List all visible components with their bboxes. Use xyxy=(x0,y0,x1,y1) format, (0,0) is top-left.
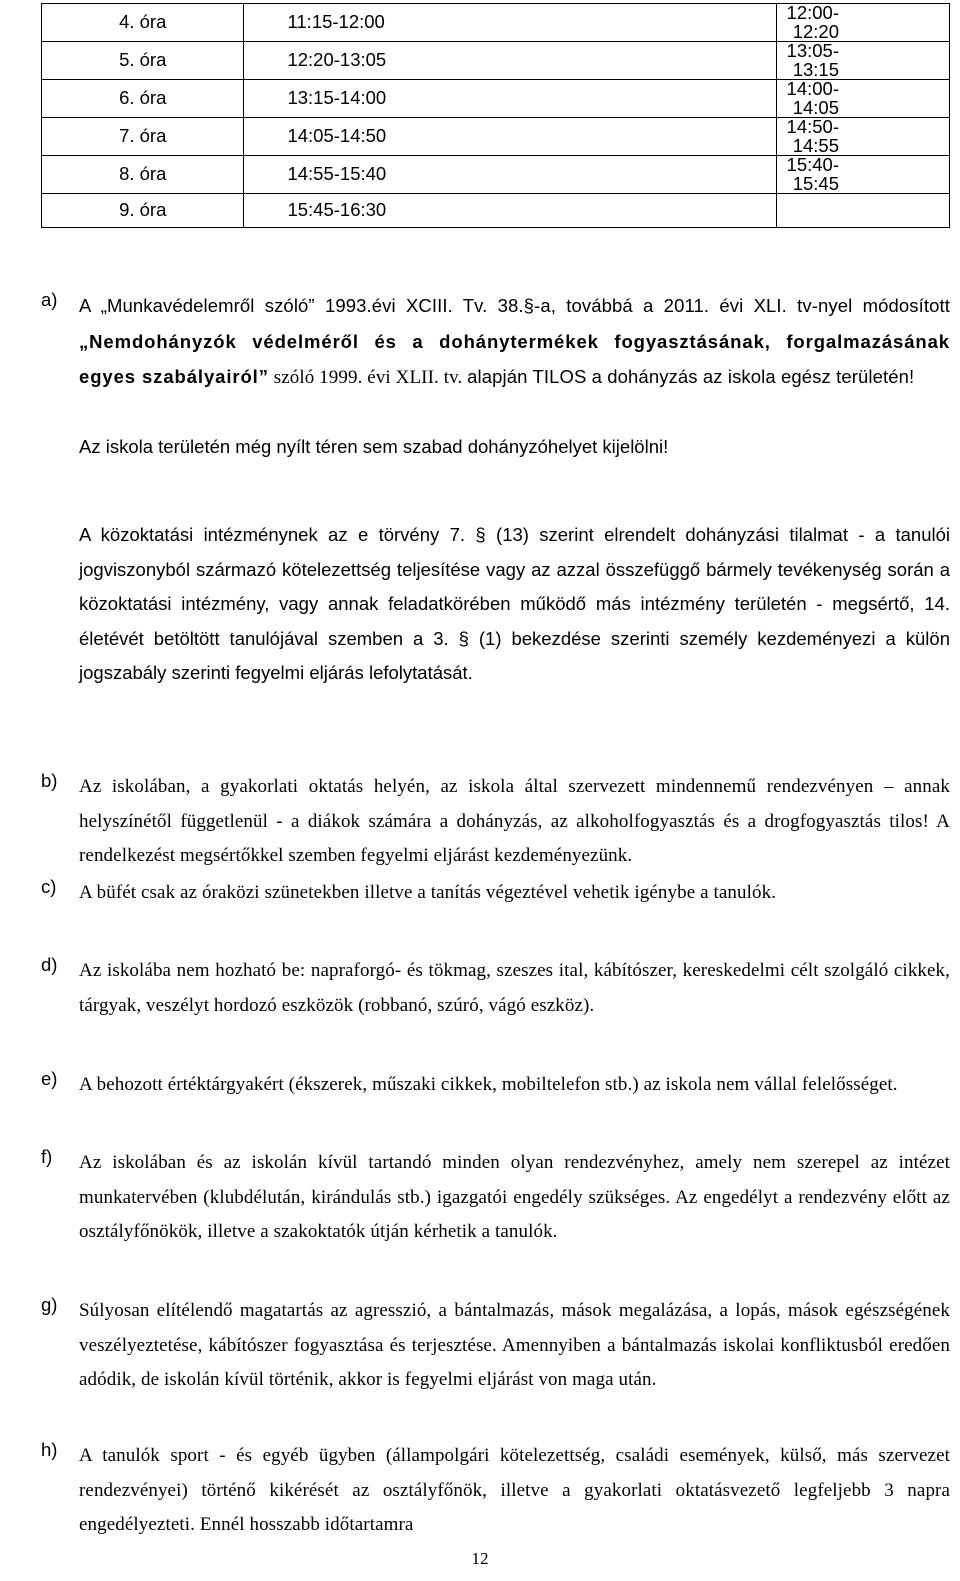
time-cell: 13:15-14:00 xyxy=(244,80,777,118)
table-row xyxy=(42,156,950,194)
item-text: A büfét csak az óraközi szünetekben illetve a tanítás végeztével vehetik igénybe a tanulók. xyxy=(79,882,777,903)
lesson-cell: 6. óra xyxy=(42,80,244,118)
item-label: g) xyxy=(41,1294,58,1315)
break-cell: 14:00-14:05 xyxy=(777,80,950,118)
break-cell: 14:50-14:55 xyxy=(777,118,950,156)
table-row xyxy=(42,42,950,80)
item-a-text-part3: alapján TILOS a dohányzás az iskola egész területén! xyxy=(467,366,915,387)
item-a-note: Az iskola területén még nyílt téren sem szabad dohányzóhelyet kijelölni! xyxy=(79,436,669,457)
item-a-text-part1: A „Munkavédelemről szóló” 1993.évi XCIII. Tv. 38.§-a, továbbá a 2011. évi XLI. tv-nyel módosított xyxy=(79,295,950,316)
rule-item-h xyxy=(41,1439,950,1543)
time-cell: 12:20-13:05 xyxy=(244,42,777,80)
break-cell: 12:00-12:20 xyxy=(777,4,950,42)
rule-item-a xyxy=(41,289,950,396)
table-row xyxy=(42,80,950,118)
item-text: A tanulók sport - és egyéb ügyben (állampolgári kötelezettség, családi események, külső, más szervezet rendezvényei) történő kikérését az osztályfőnök, illetve a gyakorlati oktatásvezető legfeljebb 3 napra engedélyezteti. Ennél hosszabb időtartamra xyxy=(79,1445,950,1535)
lesson-cell: 4. óra xyxy=(42,4,244,42)
rule-item-e xyxy=(41,1068,950,1103)
lesson-cell: 7. óra xyxy=(42,118,244,156)
law-title: „Nemdohányzók védelméről és a dohánytermékek fogyasztásának, forgalmazásának egyes szabályairól” xyxy=(79,330,950,387)
time-cell: 14:55-15:40 xyxy=(244,156,777,194)
item-label: h) xyxy=(41,1439,58,1460)
break-cell xyxy=(777,194,950,228)
item-label: f) xyxy=(41,1146,53,1167)
break-cell: 15:40-15:45 xyxy=(777,156,950,194)
item-text: Az iskolában, a gyakorlati oktatás helyén, az iskola által szervezett mindennemű rendezvényen – annak helyszínétől függetlenül - a diákok számára a dohányzás, az alkoholfogyasztás és a drogfogyasztás tilos! A rendelkezést megsértőkkel szemben fegyelmi eljárást kezdeményezünk. xyxy=(79,776,950,866)
lesson-cell: 9. óra xyxy=(42,194,244,228)
rule-item-b xyxy=(41,770,950,874)
time-cell: 15:45-16:30 xyxy=(244,194,777,228)
rule-item-c xyxy=(41,876,950,911)
lesson-cell: 8. óra xyxy=(42,156,244,194)
item-text xyxy=(79,289,950,396)
time-cell: 14:05-14:50 xyxy=(244,118,777,156)
item-a-subparagraph: A közoktatási intézménynek az e törvény 7. § (13) szerint elrendelt dohányzási tilalmat - a tanulói jogviszonyból származó kötelezettség teljesítése vagy az azzal összefüggő bármely tevékenység során a közoktatási intézmény, vagy annak feladatkörében működő más intézmény területén - megsértő, 14. életévét betöltött tanulójával szemben a 3. § (1) bekezdése szerinti személy kezdeményezi a külön jogszabály szerinti fegyelmi eljárás lefolytatását. xyxy=(79,524,950,683)
item-text: Súlyosan elítélendő magatartás az agresszió, a bántalmazás, mások megalázása, a lopás, mások egészségének veszélyeztetése, kábítószer fogyasztása és terjesztése. Amennyiben a bántalmazás iskolai konfliktusból eredően adódik, de iskolán kívül történik, akkor is fegyelmi eljárást von maga után. xyxy=(79,1300,950,1390)
page-number: 12 xyxy=(471,1549,489,1568)
item-text: Az iskolába nem hozható be: napraforgó- és tökmag, szeszes ital, kábítószer, kereskedelmi célt szolgáló cikkek, tárgyak, veszélyt hordozó eszközök (robbanó, szúró, vágó eszköz). xyxy=(79,960,950,1016)
rule-item-g xyxy=(41,1294,950,1398)
table-row xyxy=(42,118,950,156)
table-row xyxy=(42,194,950,228)
item-label: b) xyxy=(41,770,58,791)
rule-item-d xyxy=(41,954,950,1023)
item-text: Az iskolában és az iskolán kívül tartandó minden olyan rendezvényhez, amely nem szerepel az intézet munkatervében (klubdélután, kirándulás stb.) igazgatói engedély szükséges. Az engedélyt a rendezvény előtt az osztályfőnökök, illetve a szakoktatók útján kérhetik a tanulók. xyxy=(79,1152,950,1242)
lesson-schedule-table xyxy=(41,3,950,228)
item-label: c) xyxy=(41,876,57,897)
table-row xyxy=(42,4,950,42)
item-a-text-part2: szóló 1999. évi XLII. tv. xyxy=(268,367,468,388)
item-label: d) xyxy=(41,954,58,975)
item-label: e) xyxy=(41,1068,58,1089)
break-cell: 13:05-13:15 xyxy=(777,42,950,80)
item-text: A behozott értéktárgyakért (ékszerek, műszaki cikkek, mobiltelefon stb.) az iskola nem vállal felelősséget. xyxy=(79,1074,898,1095)
item-label: a) xyxy=(41,289,58,310)
time-cell: 11:15-12:00 xyxy=(244,4,777,42)
rule-item-f xyxy=(41,1146,950,1250)
lesson-cell: 5. óra xyxy=(42,42,244,80)
